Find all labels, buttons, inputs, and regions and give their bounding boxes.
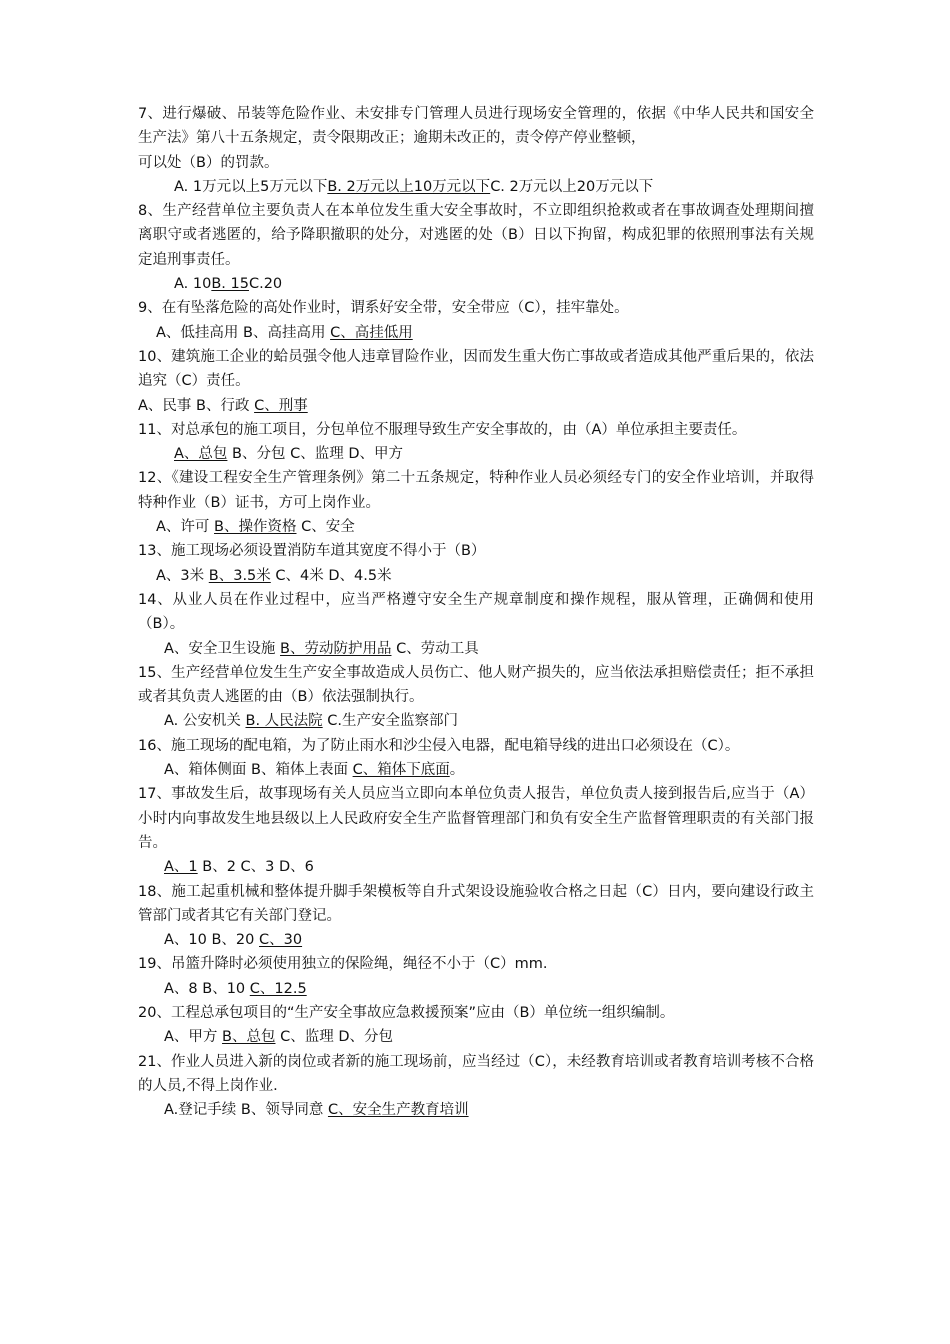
question-13-options (138, 564, 814, 588)
option-text: B、2 C、3 D、6 (197, 859, 314, 876)
answer-option: C、箱体下底面 (352, 762, 450, 779)
question-14-stem: 14、从业人员在作业过程中，应当严格遵守安全生产规章制度和操作规程，服从管理，正确倜和使用（B）。 (138, 591, 814, 633)
option-text: B、分包 C、监理 D、甲方 (227, 446, 403, 463)
answer-option: C、30 (259, 932, 303, 949)
question-10-stem: 10、建筑施工企业的蛤员强令他人违章冒险作业，因而发生重大伤亡事故或者造成其他严重后果的，依法追究（C）责任。 (138, 348, 814, 390)
option-text: C、4米 D、4.5米 (270, 567, 392, 584)
answer-option: C、12.5 (249, 980, 307, 997)
question-9-stem: 9、在有坠落危险的高处作业时，谓系好安全带，安全带应（C），挂牢靠处。 (138, 300, 629, 317)
question-18-stem: 18、施工起重机械和整体提升脚手架模板等自升式架设设施验收合格之日起（C）日内，要向建设行政主管部门或者其它有关部门登记。 (138, 883, 814, 924)
option-text: A.登记手续 B、领导同意 (164, 1102, 328, 1119)
question-7-stem-cont: 可以处（B）的罚款。 (138, 154, 279, 171)
question-20-options (138, 1025, 814, 1049)
question-19-options (138, 977, 814, 1001)
option-text: A. 1万元以上5万元以下 (174, 178, 328, 195)
option-text: A、箱体侧面 B、箱体上表面 (164, 762, 353, 779)
question-15-options (138, 709, 814, 733)
question-21-options (138, 1098, 814, 1122)
question-9-options (138, 321, 814, 345)
option-text: C.20 (248, 276, 283, 293)
question-17-stem: 17、事故发生后，故事现场有关人员应当立即向本单位负责人报告，单位负责人接到报告后,应当于（A）小时内向事故发生地县级以上人民政府安全生产监督管理部门和负有安全生产监督管理职责的有关部门报告。 (138, 786, 814, 851)
answer-option: B. 人民法院 (245, 713, 323, 730)
question-7-stem: 7、进行爆破、吊装等危险作业、未安排专门管理人员进行现场安全管理的，依据《中华人民共和国安全生产法》第八十五条规定，责令限期改正；逾期未改正的，责令停产停业整顿， (138, 106, 814, 147)
question-19-stem: 19、吊篮升降时必须使用独立的保险绳，绳径不小于（C）mm. (138, 956, 548, 973)
option-text: A、3米 (156, 567, 209, 584)
answer-option: A、总包 (174, 446, 228, 463)
question-11-stem: 11、对总承包的施工项目，分包单位不服理导致生产安全事故的，由（A）单位承担主要责任。 (138, 421, 747, 438)
question-list (138, 102, 814, 1122)
option-text: C、劳动工具 (391, 640, 479, 657)
answer-option: B、操作资格 (214, 519, 297, 536)
option-text: A、民事 B、行政 (138, 397, 255, 414)
option-text: 。 (449, 762, 465, 779)
answer-option: A、1 (164, 859, 198, 876)
question-13-stem: 13、施工现场必须设置消防车道其宽度不得小于（B） (138, 543, 486, 560)
answer-option: B、总包 (222, 1029, 276, 1046)
option-text: A、10 B、20 (164, 932, 259, 949)
question-11-options (138, 442, 814, 466)
question-16-options (138, 758, 814, 782)
question-14-options (138, 637, 814, 661)
answer-option: B、劳动防护用品 (280, 640, 392, 657)
question-17-options (138, 855, 814, 879)
question-8-options (138, 272, 814, 296)
option-text: C、监理 D、分包 (275, 1029, 393, 1046)
option-text: A、甲方 (164, 1029, 223, 1046)
option-text: A、低挂高用 B、高挂高用 (156, 324, 331, 341)
question-12-stem: 12、《建设工程安全生产管理条例》第二十五条规定，特种作业人员必须经专门的安全作业培训，并取得特种作业（B）证书，方可上岗作业。 (138, 470, 814, 511)
question-18-options (138, 928, 814, 952)
question-20-stem: 20、工程总承包项目的“生产安全事故应急救援预案”应由（B）单位统一组织编制。 (138, 1004, 675, 1021)
option-text: A. 10 (174, 276, 212, 293)
option-text: C. 2万元以上20万元以下 (490, 178, 654, 195)
question-15-stem: 15、生产经营单位发生生产安全事故造成人员伤亡、他人财产损失的，应当依法承担赔偿责任；拒不承担或者其负责人逃匿的由（B）依法强制执行。 (138, 664, 814, 706)
answer-option: B. 2万元以上10万元以下 (327, 178, 491, 195)
question-12-options (138, 515, 814, 539)
question-8-stem: 8、生产经营单位主要负责人在本单位发生重大安全事故时，不立即组织抢救或者在事故调查处理期间擅离职守或者逃匿的，给予降职撤职的处分，对逃匿的处（B）日以下拘留，构成犯罪的依照刑事法有关规定追刑事责任。 (138, 203, 814, 268)
question-16-stem: 16、施工现场的配电箱，为了防止雨水和沙尘侵入电器，配电箱导线的进出口必须设在（C）。 (138, 737, 740, 754)
answer-option: B、3.5米 (208, 567, 271, 584)
question-7-options (138, 175, 814, 199)
option-text: A、8 B、10 (164, 980, 250, 997)
option-text: A、许可 (156, 519, 215, 536)
option-text: A、安全卫生设施 (164, 640, 281, 657)
option-text: C、安全 (296, 519, 355, 536)
option-text: C.生产安全监察部门 (322, 713, 459, 730)
question-10-options (138, 394, 814, 418)
question-21-stem: 21、作业人员进入新的岗位或者新的施工现场前，应当经过（C），未经教育培训或者教育培训考核不合格的人员,不得上岗作业. (138, 1053, 814, 1094)
answer-option: C、刑事 (254, 397, 308, 414)
option-text: A. 公安机关 (164, 713, 246, 730)
answer-option: B. 15 (211, 276, 249, 293)
answer-option: C、高挂低用 (330, 324, 413, 341)
answer-option: C、安全生产教育培训 (327, 1102, 469, 1119)
